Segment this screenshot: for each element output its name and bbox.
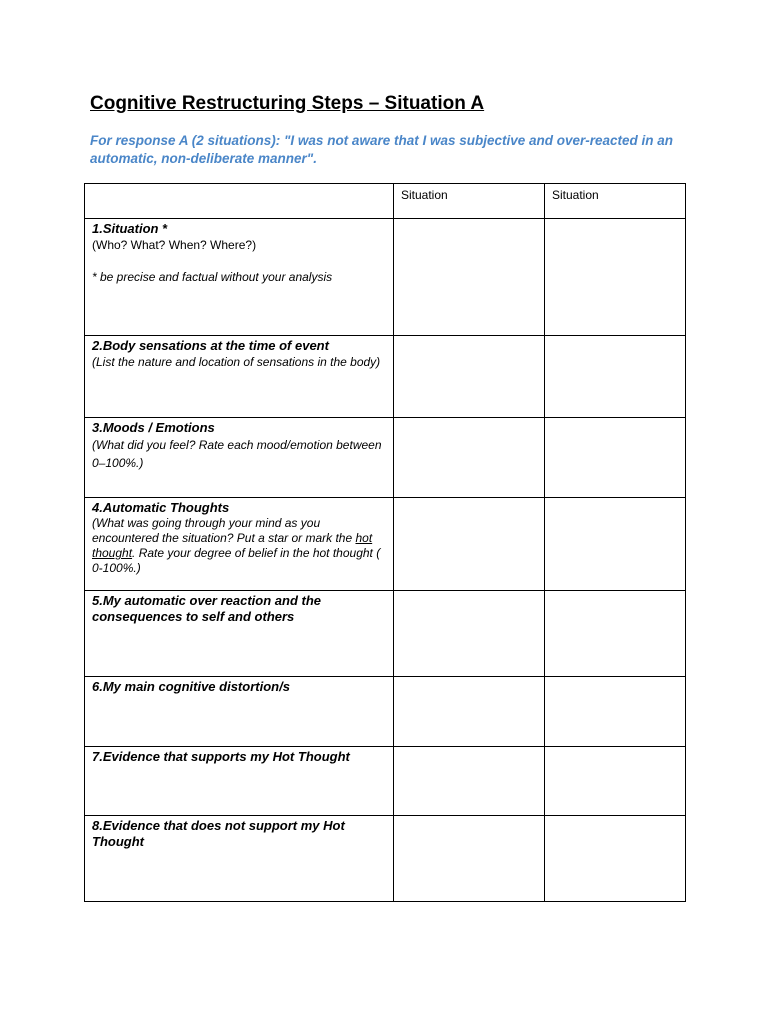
situation-1-cell[interactable]: [394, 677, 545, 747]
situation-2-cell[interactable]: [545, 336, 686, 418]
situation-1-cell[interactable]: [394, 219, 545, 336]
table-row: [85, 816, 686, 902]
situation-2-cell[interactable]: [545, 219, 686, 336]
situation-2-cell[interactable]: [545, 418, 686, 498]
table-row: [85, 677, 686, 747]
situation-1-cell[interactable]: [394, 816, 545, 902]
step-title: 4.Automatic Thoughts: [92, 500, 230, 515]
step-title: 3.Moods / Emotions: [92, 420, 215, 435]
situation-1-cell[interactable]: [394, 498, 545, 591]
step-title: 6.My main cognitive distortion/s: [92, 679, 290, 694]
step-cell: [85, 498, 394, 591]
step-description: (What did you feel? Rate each mood/emotion between 0–100%.): [92, 438, 382, 470]
header-cell-step: [85, 184, 394, 219]
table-row: [85, 498, 686, 591]
situation-2-cell[interactable]: [545, 677, 686, 747]
header-cell-situation-1: Situation: [394, 184, 545, 219]
step-title: 7.Evidence that supports my Hot Thought: [92, 749, 350, 764]
header-cell-situation-2: Situation: [545, 184, 686, 219]
step-title: 8.Evidence that does not support my Hot Thought: [92, 818, 345, 849]
situation-1-cell[interactable]: [394, 418, 545, 498]
table-row: [85, 418, 686, 498]
table-row: [85, 336, 686, 418]
step-cell: [85, 677, 394, 747]
step-title: 5.My automatic over reaction and the consequences to self and others: [92, 593, 322, 624]
step-description: [92, 516, 386, 576]
situation-2-cell[interactable]: [545, 591, 686, 677]
step-cell: [85, 816, 394, 902]
page-subtitle: For response A (2 situations): "I was not aware that I was subjective and over-reacted in an automatic, non-deliberate manner".: [90, 133, 674, 166]
step-title: 2.Body sensations at the time of event: [92, 338, 329, 353]
step-cell: [85, 336, 394, 418]
table-row: [85, 747, 686, 816]
page-title: Cognitive Restructuring Steps – Situation A: [90, 93, 485, 114]
step-description: (Who? What? When? Where?): [92, 238, 257, 252]
step-description: (List the nature and location of sensations in the body): [92, 355, 381, 369]
situation-2-cell[interactable]: [545, 816, 686, 902]
step-cell: [85, 418, 394, 498]
hot-thought-term: hot thought: [92, 531, 373, 560]
step-cell: [85, 219, 394, 336]
step-title: 1.Situation *: [92, 221, 168, 236]
step-cell: [85, 591, 394, 677]
situation-1-cell[interactable]: [394, 336, 545, 418]
situation-2-cell[interactable]: [545, 498, 686, 591]
worksheet-table: [84, 183, 686, 902]
table-row: [85, 591, 686, 677]
table-row: [85, 219, 686, 336]
situation-1-cell[interactable]: [394, 591, 545, 677]
situation-1-cell[interactable]: [394, 747, 545, 816]
table-header-row: [85, 184, 686, 219]
step-note: * be precise and factual without your analysis: [92, 270, 333, 284]
step-cell: [85, 747, 394, 816]
step-description-part: . Rate your degree of belief in the hot thought ( 0-100%.): [92, 546, 381, 575]
situation-2-cell[interactable]: [545, 747, 686, 816]
step-description-part: (What was going through your mind as you encountered the situation? Put a star or mark the: [92, 516, 356, 545]
